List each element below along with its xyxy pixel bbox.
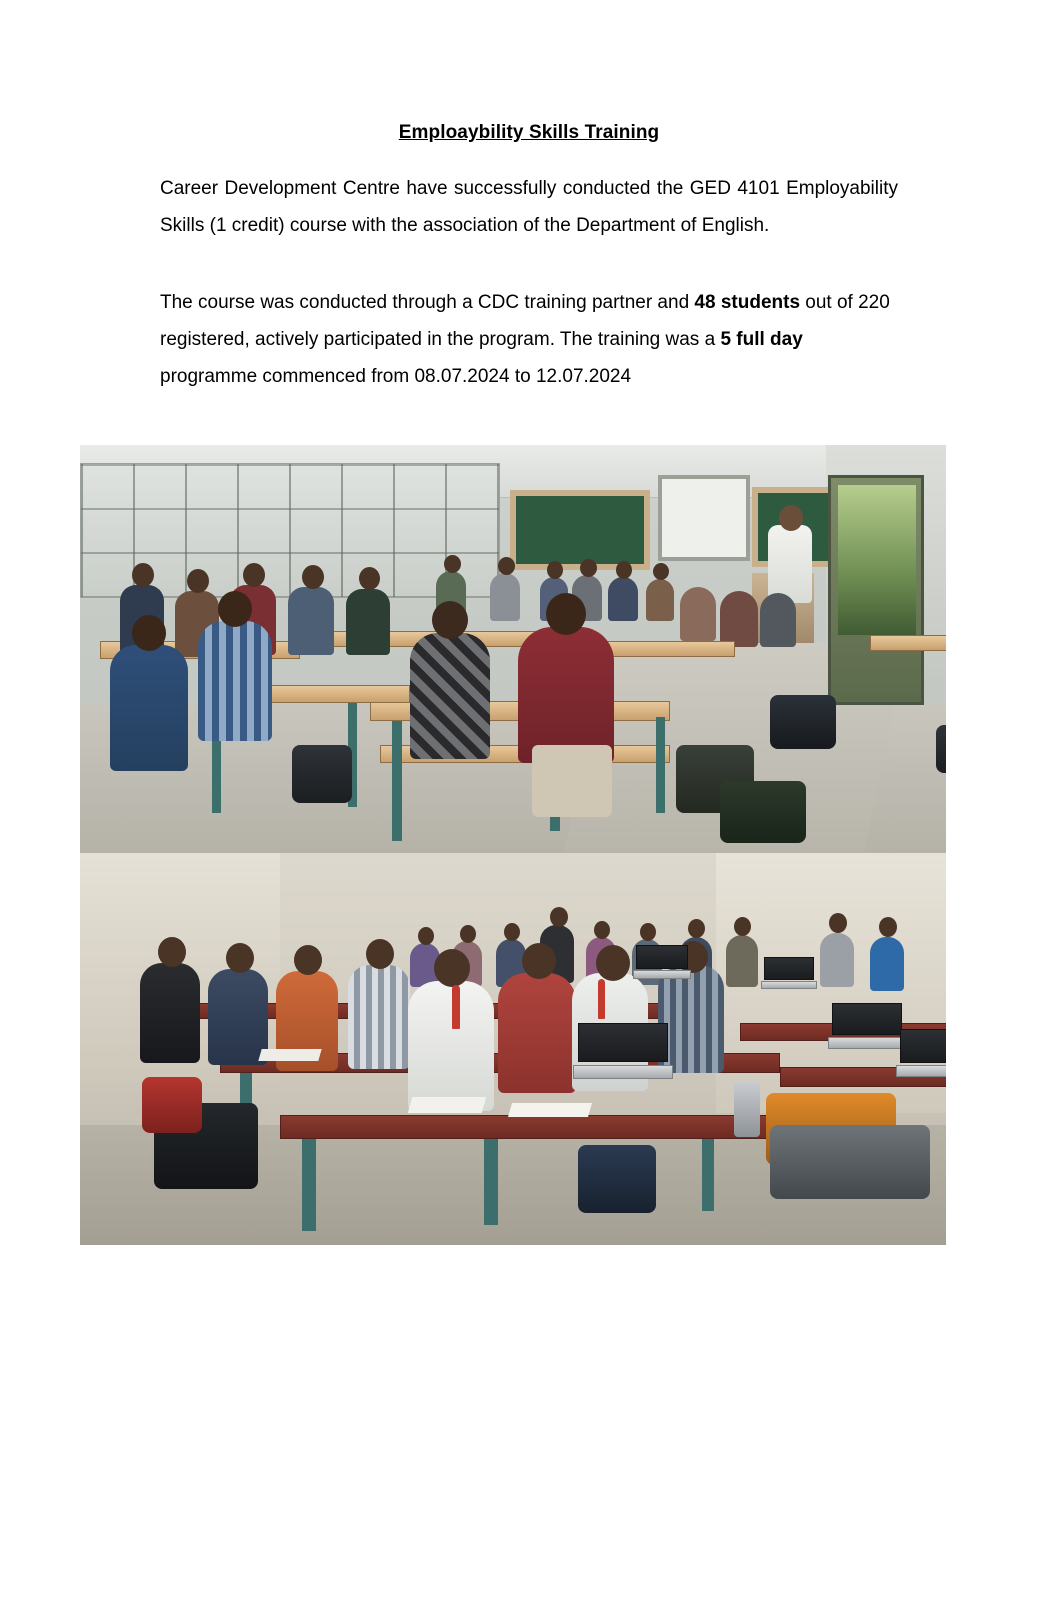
student-figure-foreground: [198, 621, 272, 741]
paragraph-intro-text: Career Development Centre have successfully conducted the GED 4101 Employability Skills (1 credit) course with the association of the Department of English.: [160, 178, 898, 237]
laptop-screen: [578, 1023, 668, 1062]
backpack: [770, 695, 836, 749]
student-head: [132, 615, 166, 651]
laptop-keyboard: [633, 970, 691, 979]
student-figure: [760, 593, 796, 647]
lab-desk: [280, 1115, 800, 1139]
document-page: [0, 122, 1058, 1619]
laptop-screen: [764, 957, 814, 979]
details-run-1: The course was conducted through a CDC training partner and: [160, 292, 695, 314]
student-figure-foreground: [348, 965, 410, 1069]
student-head: [434, 949, 470, 987]
photo-group: [80, 445, 946, 1245]
student-head: [596, 945, 630, 981]
student-figure: [726, 935, 758, 987]
student-figure-foreground: [110, 645, 188, 771]
desk-leg: [484, 1139, 498, 1225]
backpack: [578, 1145, 656, 1213]
photo-computer-lab-session: [80, 853, 946, 1245]
laptop-screen: [636, 945, 688, 969]
laptop-keyboard: [896, 1065, 946, 1077]
details-run-2-bold: 48 students: [694, 292, 801, 314]
student-figure: [346, 589, 390, 655]
laptop: [832, 1003, 902, 1049]
laptop-screen: [832, 1003, 902, 1035]
laptop: [636, 945, 688, 979]
student-figure: [490, 573, 520, 621]
student-figure: [870, 937, 904, 991]
student-head: [546, 593, 586, 635]
laptop: [764, 957, 814, 989]
doorway-foliage: [838, 485, 916, 635]
desk-leg: [656, 717, 665, 813]
student-figure: [820, 933, 854, 987]
student-figure-foreground: [208, 969, 268, 1065]
water-bottle: [734, 1081, 760, 1137]
student-legs: [532, 745, 612, 817]
bench-desk: [870, 635, 946, 651]
student-head: [522, 943, 556, 979]
chalkboard-left: [510, 490, 650, 570]
details-run-4-bold: 5 full day: [720, 329, 803, 351]
student-figure-foreground: [408, 981, 494, 1111]
student-lanyard: [452, 985, 460, 1029]
desk-leg: [702, 1139, 714, 1211]
student-figure-foreground: [498, 973, 576, 1093]
desk-leg: [302, 1139, 316, 1231]
student-head: [218, 591, 252, 627]
backpack-red: [142, 1077, 202, 1133]
paper-sheet: [408, 1097, 487, 1113]
projector-screen: [658, 475, 750, 561]
laptop: [900, 1029, 946, 1077]
laptop-screen: [900, 1029, 946, 1063]
laptop-keyboard: [761, 981, 817, 989]
paragraph-details: [160, 284, 898, 395]
student-head: [432, 601, 468, 639]
student-figure-foreground: [518, 627, 614, 763]
paper-sheet: [258, 1049, 321, 1061]
laptop-keyboard: [573, 1065, 674, 1080]
backpack: [720, 781, 806, 843]
student-figure: [288, 587, 334, 655]
details-run-5: programme commenced from 08.07.2024 to 12.07.2024: [160, 366, 632, 388]
desk-leg: [392, 721, 402, 841]
backpack: [936, 725, 946, 773]
student-figure: [608, 577, 638, 621]
laptop-keyboard: [828, 1037, 906, 1049]
student-figure: [646, 579, 674, 621]
page-title: Emploaybility Skills Training: [398, 122, 660, 143]
student-figure: [720, 591, 758, 647]
student-figure-foreground: [140, 963, 200, 1063]
backpack-grey: [770, 1125, 930, 1199]
photo-classroom-lecture: [80, 445, 946, 853]
details-run-3: out of 220 registered, actively participated in the program. The training was a: [160, 292, 890, 351]
laptop: [578, 1023, 668, 1079]
paragraph-intro: [160, 170, 898, 244]
student-figure: [680, 587, 716, 641]
lecturer-body: [768, 525, 812, 603]
student-figure-foreground: [410, 633, 490, 759]
student-lanyard: [598, 979, 605, 1019]
backpack: [292, 745, 352, 803]
paper-sheet: [508, 1103, 592, 1117]
